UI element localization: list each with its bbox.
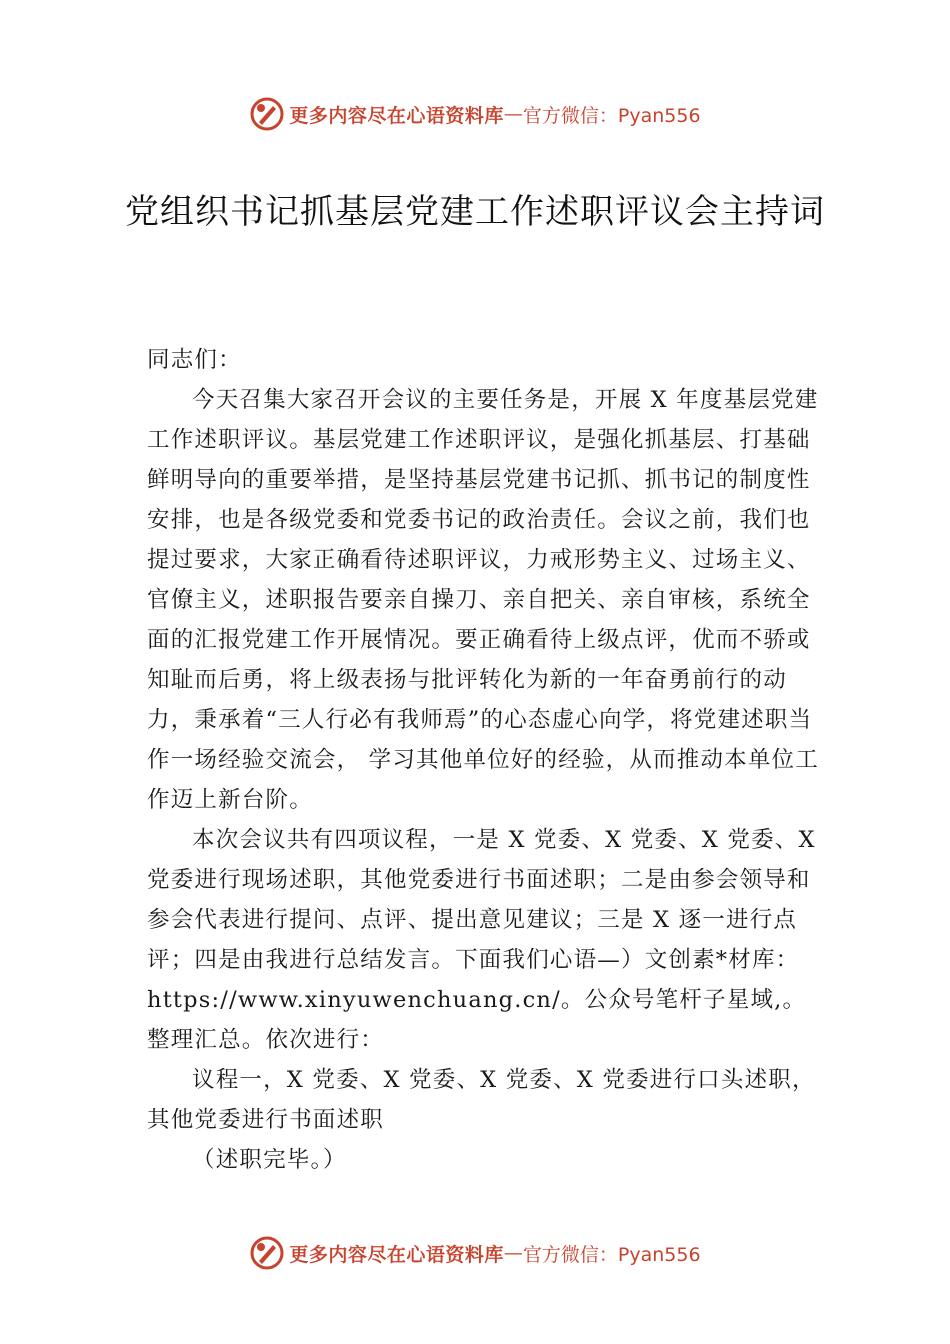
pen-nib-icon	[249, 96, 285, 132]
banner-wechat-text: 官方微信：Pyan556	[522, 104, 701, 127]
banner-separator: —	[503, 1242, 523, 1264]
banner-site-text: 更多内容尽在心语资料库	[289, 1243, 504, 1266]
paragraph-2: 本次会议共有四项议程，一是 X 党委、X 党委、X 党委、X 党委进行现场述职，其他党委进行书面述职；二是由参会领导和参会代表进行提问、点评、提出意见建议；三是 X 逐一进行点评；四是由我进行总结发言。下面我们心语—）文创素*材库：https://www.xinyuwenchuang.cn/。公众号笔杆子星域,。整理汇总。依次进行：	[147, 827, 816, 1053]
pen-nib-icon	[249, 1235, 285, 1271]
document-title: 党组织书记抓基层党建工作述职评议会主持词	[125, 192, 825, 232]
paragraph-1: 今天召集大家召开会议的主要任务是，开展 X 年度基层党建工作述职评议。基层党建工作述职评议，是强化抓基层、打基础鲜明导向的重要举措，是坚持基层党建书记抓、抓书记的制度性安排，也是各级党委和党委书记的政治责任。会议之前，我们也提过要求，大家正确看待述职评议，力戒形势主义、过场主义、官僚主义，述职报告要亲自操刀、亲自把关、亲自审核，系统全面的汇报党建工作开展情况。要正确看待上级点评，优而不骄或知耻而后勇，将上级表扬与批评转化为新的一年奋勇前行的动力，秉承着“三人行必有我师焉”的心态虚心向学，将党建述职当作一场经验交流会， 学习其他单位好的经验，从而推动本单位工作迈上新台阶。	[147, 387, 819, 813]
banner-site-text: 更多内容尽在心语资料库	[289, 104, 504, 127]
footer-banner	[0, 1233, 950, 1273]
paragraph-3: 议程一，X 党委、X 党委、X 党委、X 党委进行口头述职，其他党委进行书面述职	[147, 1067, 816, 1133]
banner-separator: —	[503, 103, 523, 125]
greeting: 同志们：	[147, 347, 242, 373]
document-body	[147, 340, 819, 1180]
banner-wechat-text: 官方微信：Pyan556	[522, 1243, 701, 1266]
note-line: （述职完毕。）	[192, 1147, 347, 1173]
header-banner	[0, 94, 950, 134]
